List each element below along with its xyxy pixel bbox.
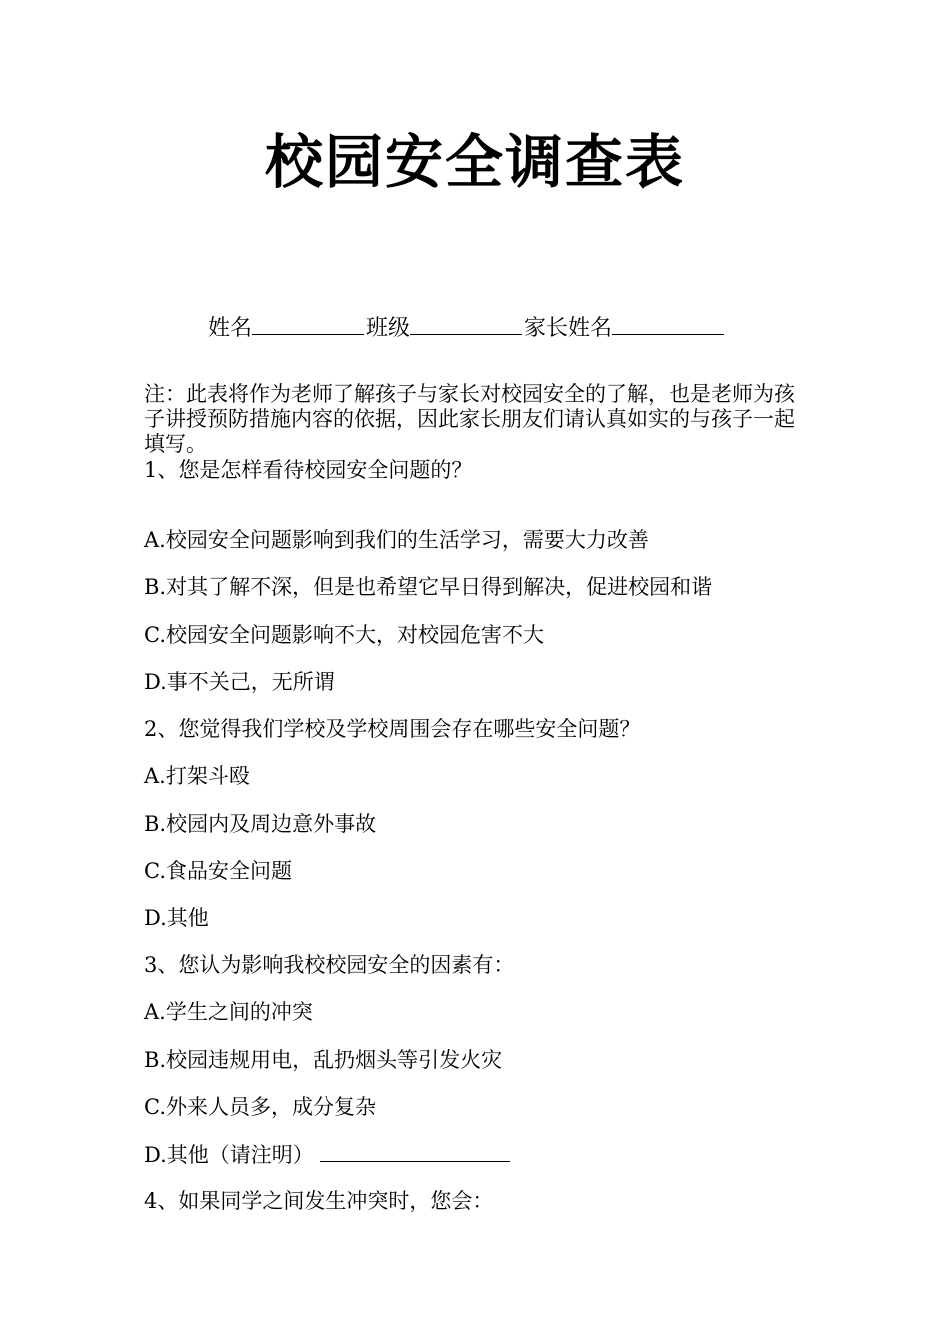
question-4: 4、如果同学之间发生冲突时，您会：	[144, 1189, 494, 1213]
class-label: 班级	[366, 316, 411, 341]
question-1: 1、您是怎样看待校园安全问题的？	[144, 458, 473, 482]
question-1-option-c: C.校园安全问题影响不大，对校园危害不大	[144, 623, 544, 647]
question-2-option-b: B.校园内及周边意外事故	[144, 812, 377, 836]
other-specify-blank-field[interactable]	[320, 1139, 510, 1162]
question-1-option-b: B.对其了解不深，但是也希望它早日得到解决，促进校园和谐	[144, 575, 713, 599]
page-title: 校园安全调查表	[264, 128, 685, 196]
question-1-option-a: A.校园安全问题影响到我们的生活学习，需要大力改善	[144, 528, 649, 552]
parent-name-label: 家长姓名	[524, 316, 613, 341]
student-info-line	[208, 312, 726, 344]
question-3-option-d-line	[144, 1139, 510, 1170]
name-label: 姓名	[208, 316, 253, 341]
question-2-option-d: D.其他	[144, 906, 209, 930]
question-3-option-d: D.其他（请注明）	[144, 1143, 314, 1167]
question-1-option-d: D.事不关己，无所谓	[144, 670, 335, 694]
question-2-option-a: A.打架斗殴	[144, 764, 250, 788]
question-3-option-b: B.校园违规用电，乱扔烟头等引发火灾	[144, 1048, 503, 1072]
class-blank-field[interactable]	[410, 312, 522, 335]
question-3-option-a: A.学生之间的冲突	[144, 1000, 313, 1024]
question-2: 2、您觉得我们学校及学校周围会存在哪些安全问题？	[144, 717, 641, 741]
name-blank-field[interactable]	[252, 312, 364, 335]
instruction-note: 注：此表将作为老师了解孩子与家长对校园安全的了解，也是老师为孩子讲授预防措施内容的依据，因此家长朋友们请认真如实的与孩子一起填写。	[144, 382, 795, 456]
question-2-option-c: C.食品安全问题	[144, 859, 292, 883]
parent-name-blank-field[interactable]	[612, 312, 724, 335]
question-3: 3、您认为影响我校校园安全的因素有：	[144, 953, 515, 977]
question-3-option-c: C.外来人员多，成分复杂	[144, 1095, 376, 1119]
